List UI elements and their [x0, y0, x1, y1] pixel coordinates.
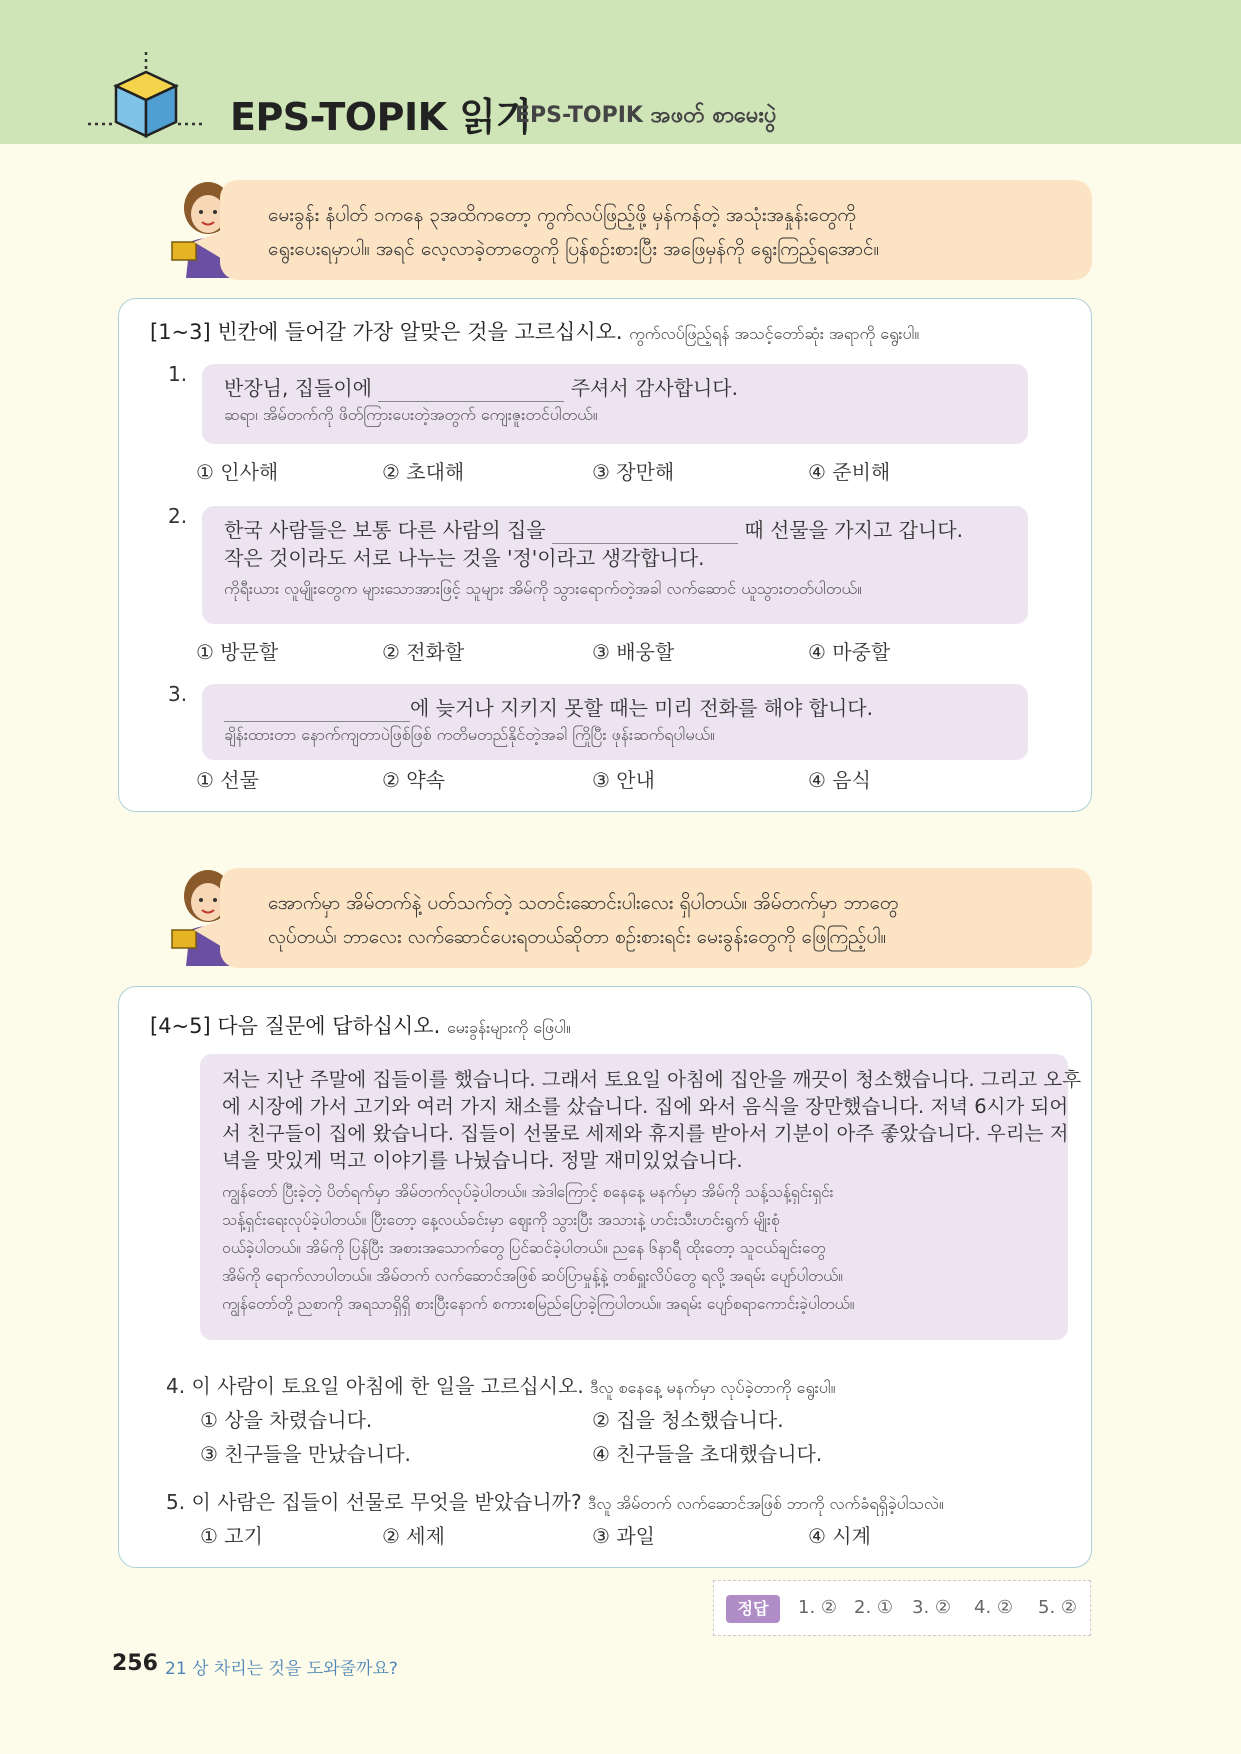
q4-option-1[interactable]: ① 상을 차렸습니다.	[200, 1408, 373, 1432]
page-subtitle: EPS-TOPIK အဖတ် စာမေးပွဲ	[515, 103, 777, 128]
q1-blank	[378, 380, 564, 402]
question-2-panel	[202, 506, 1028, 624]
q3-blank	[224, 700, 410, 722]
answer-3: 3. ②	[912, 1597, 952, 1618]
q2-text-line-2: 작은 것이라도 서로 나누는 것을 '정'이라고 생각합니다.	[224, 546, 705, 570]
q2-text-before: 한국 사람들은 보통 다른 사람의 집을	[224, 518, 546, 542]
chapter-title: 21 상 차리는 것을 도와줄까요?	[165, 1659, 398, 1679]
passage-ko-line: 서 친구들이 집에 왔습니다. 집들이 선물로 세제와 휴지를 받아서 기분이 아주 좋았습니다. 우리는 저	[222, 1122, 1069, 1145]
question-1-panel	[202, 364, 1028, 444]
q2-translation: ကိုရီးယား လူမျိုးတွေက များသောအားဖြင့် သူများ အိမ်ကို သွားရောက်တဲ့အခါ လက်ဆောင် ယူသွားတတ်ပါတယ်။	[224, 579, 862, 598]
instruction-bubble-2	[220, 868, 1092, 968]
passage-mm-line: ဝယ်ခဲ့ပါတယ်။ အိမ်ကို ပြန်ပြီး အစားအသောက်တွေ ပြင်ဆင်ခဲ့ပါတယ်။ ညနေ ၆နာရီ ထိုးတော့ သူငယ်ချင်းတွေ	[222, 1239, 826, 1257]
question-2-number: 2.	[168, 504, 188, 528]
q3-translation: ချိန်းထားတာ နောက်ကျတာပဲဖြစ်ဖြစ် ကတိမတည်နိုင်တဲ့အခါ ကြိုပြီး ဖုန်းဆက်ရပါမယ်။	[224, 725, 715, 744]
page-header	[0, 0, 1241, 144]
question-1-number: 1.	[168, 362, 188, 386]
q2-text-after: 때 선물을 가지고 갑니다.	[744, 518, 963, 542]
passage-mm-line: သန့်ရှင်းရေးလုပ်ခဲ့ပါတယ်။ ပြီးတော့ နေ့လယ်ခင်းမှာ ဈေးကို သွားပြီး အသားနဲ့ ဟင်းသီးဟင်းရွက် မျိုးစုံ	[222, 1211, 780, 1229]
answer-1: 1. ②	[798, 1597, 838, 1618]
bubble-1-line-1: မေးခွန်း နံပါတ် ၁ကနေ ၃အထိကတော့ ကွက်လပ်ဖြည့်ဖို့ မှန်ကန်တဲ့ အသုံးအနှုန်းတွေကို	[268, 204, 856, 226]
q1-text-before: 반장님, 집들이에	[224, 376, 372, 400]
passage-ko-line: 에 시장에 가서 고기와 여러 가지 채소를 샀습니다. 집에 와서 음식을 장만했습니다. 저녁 6시가 되어	[222, 1095, 1069, 1118]
passage-mm-line: ကျွန်တော်တို့ ညစာကို အရသာရှိရှိ စားပြီးနောက် စကားစမြည်ပြောခဲ့ကြပါတယ်။ အရမ်း ပျော်စရာကောင်းခဲ့ပါတယ်။	[222, 1295, 855, 1313]
instruction-bubble-1	[220, 180, 1092, 280]
q5-option-4[interactable]: ④ 시계	[808, 1524, 871, 1548]
section-2-instruction	[150, 1010, 571, 1041]
q3-text-after: 에 늦거나 지키지 못할 때는 미리 전화를 해야 합니다.	[410, 696, 873, 720]
section-1-instruction-ko: [1~3] 빈칸에 들어갈 가장 알맞은 것을 고르십시오.	[150, 320, 623, 344]
question-3-number: 3.	[168, 682, 188, 706]
q5-text: 이 사람은 집들이 선물로 무엇을 받았습니까?	[191, 1490, 582, 1514]
q2-option-2[interactable]: ② 전화할	[382, 640, 465, 664]
q1-option-4[interactable]: ④ 준비해	[808, 460, 891, 484]
q1-option-2[interactable]: ② 초대해	[382, 460, 465, 484]
passage-mm-line: ကျွန်တော် ပြီးခဲ့တဲ့ ပိတ်ရက်မှာ အိမ်တက်လုပ်ခဲ့ပါတယ်။ အဲဒါကြောင့် စနေနေ့ မနက်မှာ အိမ်ကို သန့်သန့်ရှင်းရှင်း	[222, 1183, 834, 1201]
bubble-1-line-2: ရွေးပေးရမှာပါ။ အရင် လေ့လာခဲ့တာတွေကို ပြန်စဉ်းစားပြီး အဖြေမှန်ကို ရွေးကြည့်ရအောင်။	[268, 238, 880, 260]
q5-translation: ဒီလူ အိမ်တက် လက်ဆောင်အဖြစ် ဘာကို လက်ခံရရှိခဲ့ပါသလဲ။	[587, 1494, 944, 1513]
answer-key	[713, 1580, 1091, 1636]
cube-icon	[88, 52, 208, 144]
q3-option-1[interactable]: ① 선물	[196, 768, 259, 792]
q1-option-3[interactable]: ③ 장만해	[592, 460, 675, 484]
answer-4: 4. ②	[974, 1597, 1014, 1618]
q4-text: 이 사람이 토요일 아침에 한 일을 고르십시오.	[191, 1374, 584, 1398]
question-4	[166, 1370, 835, 1401]
bubble-2-line-2: လုပ်တယ်၊ ဘာလေး လက်ဆောင်ပေးရတယ်ဆိုတာ စဉ်းစားရင်း မေးခွန်းတွေကို ဖြေကြည့်ပါ။	[268, 926, 887, 948]
answer-label: 정답	[726, 1595, 780, 1623]
section-1-instruction-mm: ကွက်လပ်ဖြည့်ရန် အသင့်တော်ဆုံး အရာကို ရွေးပါ။	[629, 324, 920, 343]
q4-option-2[interactable]: ② 집을 청소했습니다.	[592, 1408, 784, 1432]
q3-option-3[interactable]: ③ 안내	[592, 768, 655, 792]
q5-number: 5.	[166, 1490, 186, 1514]
q4-option-4[interactable]: ④ 친구들을 초대했습니다.	[592, 1442, 823, 1466]
q5-option-2[interactable]: ② 세제	[382, 1524, 445, 1548]
passage-mm-line: အိမ်ကို ရောက်လာပါတယ်။ အိမ်တက် လက်ဆောင်အဖြစ် ဆပ်ပြာမှုန့်နဲ့ တစ်ရှူးလိပ်တွေ ရလို့ အရမ်း ပျော်ပါတယ်။	[222, 1267, 843, 1285]
q4-number: 4.	[166, 1374, 186, 1398]
passage-ko-line: 녁을 맛있게 먹고 이야기를 나눴습니다. 정말 재미있었습니다.	[222, 1149, 743, 1172]
section-2-instruction-ko: [4~5] 다음 질문에 답하십시오.	[150, 1014, 441, 1038]
q2-option-4[interactable]: ④ 마중할	[808, 640, 891, 664]
bubble-2-line-1: အောက်မှာ အိမ်တက်နဲ့ ပတ်သက်တဲ့ သတင်းဆောင်းပါးလေး ရှိပါတယ်။ အိမ်တက်မှာ ဘာတွေ	[268, 892, 899, 914]
q1-text-after: 주셔서 감사합니다.	[570, 376, 738, 400]
section-1-instruction	[150, 316, 919, 347]
q2-option-3[interactable]: ③ 배웅할	[592, 640, 675, 664]
q1-option-1[interactable]: ① 인사해	[196, 460, 279, 484]
page-number: 256	[112, 1651, 158, 1676]
answer-5: 5. ②	[1038, 1597, 1078, 1618]
question-5	[166, 1486, 944, 1517]
q1-translation: ဆရာ၊ အိမ်တက်ကို ဖိတ်ကြားပေးတဲ့အတွက် ကျေးဇူးတင်ပါတယ်။	[224, 405, 598, 424]
question-3-panel	[202, 684, 1028, 760]
q3-option-4[interactable]: ④ 음식	[808, 768, 871, 792]
q2-blank	[552, 522, 738, 544]
q5-option-3[interactable]: ③ 과일	[592, 1524, 655, 1548]
answer-2: 2. ①	[854, 1597, 894, 1618]
reading-passage	[200, 1054, 1082, 1340]
q4-option-3[interactable]: ③ 친구들을 만났습니다.	[200, 1442, 411, 1466]
section-2-instruction-mm: မေးခွန်းများကို ဖြေပါ။	[446, 1018, 571, 1037]
page-title: EPS-TOPIK 읽기	[230, 95, 532, 139]
q2-option-1[interactable]: ① 방문할	[196, 640, 279, 664]
q3-option-2[interactable]: ② 약속	[382, 768, 445, 792]
q4-translation: ဒီလူ စနေနေ့ မနက်မှာ လုပ်ခဲ့တာကို ရွေးပါ။	[590, 1378, 836, 1397]
q5-option-1[interactable]: ① 고기	[200, 1524, 263, 1548]
passage-ko-line: 저는 지난 주말에 집들이를 했습니다. 그래서 토요일 아침에 집안을 깨끗이 청소했습니다. 그리고 오후	[222, 1068, 1082, 1091]
